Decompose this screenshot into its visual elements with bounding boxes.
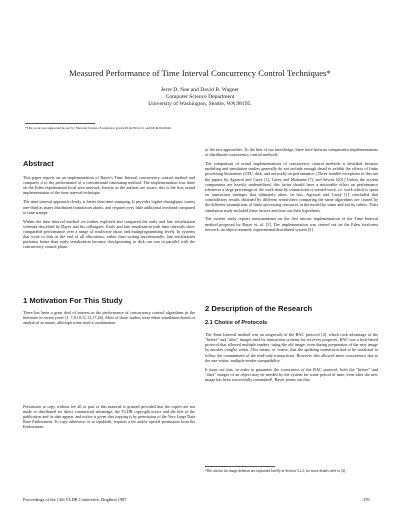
section-1-body (23, 310, 195, 329)
footnote-rule (25, 123, 95, 124)
body-paragraph: of the two approaches. To the best of our knowledge, there have been no comparative implementations of distributed concurrency control methods. (205, 147, 378, 158)
right-column-body (205, 147, 378, 236)
author-names: Jerre D. Noe and David B. Wagner (160, 87, 240, 93)
section-1-paragraph: There has been a great deal of interest in the performance of concurrency control algorithms in the literature in recent years [1, 7,8,10,11,13,17,26]. Most of these studies were either simulation-based or analytical in nature, although some used a combination (23, 310, 195, 326)
section-1-heading: 1 Motivation For This Study (23, 296, 123, 305)
proceedings-footer: Proceedings of the 13th VLDB Conference, Brighton 1987 (23, 497, 127, 502)
funding-footnote-text: *This work was supported in part by National Science Foundation grants DCR-8011111 and DCR-8420040. (25, 126, 172, 130)
funding-footnote (25, 126, 380, 130)
section-2-paragraph: The Time Interval method was an outgrowth of the RAC protocol [4], which took advantage of the "before" and "after" images used by transaction systems for recovery purposes. RAC was a lock-based protocol that allowed multiple readers, using the old image, even during preparation of the new image by another (single) writer. This meant, of course, that the updating transaction had to be serialized to follow the commitment of the read-only transactions. However, this allowed more concurrency due to the one-writer, multiple-reader compatibility. (205, 332, 378, 363)
body-paragraph: The comparison of actual implementations of concurrency control methods is desirable because modeling and simulation studies generally do not include enough detail to exhibit the effects of finite processing limitations (CPU, disk, and network) on performance. [Three notable exceptions to this are the papers by Agrawal and Carey [1], Carey and Muhanna [7], and Sevcik [20].] Unless the system components are heavily underutilized, this factor should have a noticeable effect on performance whenever a large percentage of the work done by transactions is wasted work, i.e. work which is spent on transaction attempts that ultimately abort. In fact, Agrawal and Carey [1] concluded that contradictory results obtained by different researchers comparing the same algorithms are caused by the different assumptions of finite processing resources in the model by some and not by others. Their simulation study included these factors and bore out their hypothesis. (205, 161, 378, 213)
page-number: 359 (363, 497, 370, 502)
section-2-paragraph: It turns out that, in order to guarantee the correctness of the RAC protocol, both the "before" and "after" images of an object may be needed by the system for some period of time, even after the new image has been successfully committed¹. Bayer points out that (205, 366, 378, 383)
footnote-block (205, 466, 378, 473)
copyright-notice: Permission to copy without fee all or part of this material is granted provided that the copies are not made or distributed for direct commercial advantage, the VLDB copyright notice and the title of the publication and its date appear, and notice is given that copying is by permission of the Very Large Data Base Endowment. To copy otherwise, or to republish, requires a fee and/or special permission from the Endowment. (23, 404, 195, 430)
abstract-paragraph: This paper reports on an implementation of Bayer's Time Interval concurrency control method and compares it to the performance of a conventional timestamp method. The implementation was done on the Eden experimental local area network. Insofar as the authors are aware, this is the first actual implementation of the time interval technique. (23, 175, 195, 196)
section-2-body (205, 332, 378, 386)
author-department: Computer Science Department (165, 93, 235, 100)
abstract-body (23, 175, 195, 253)
author-university: University of Washington, Seattle, WA 98195. (148, 100, 252, 107)
author-block (0, 87, 400, 108)
abstract-paragraph: Within the time interval method we further explored and compared the early and late serialization schemes described by Bayer and his colleagues. Early and late serialization with time intervals show comparable performance over a range of read/write ratios and multiprogramming levels. In systems that write to disk at the end of all allocations, rather than writing incrementally, late serialization performs better than early serialization because checkpointing to disk can run in parallel with the concurrency control phase. (23, 218, 195, 250)
abstract-paragraph: The time interval approach clearly is better than time stamping. It provides higher throughput, causes one-third as many distributed transaction aborts, and requires very little additional overhead compared to time stamps. (23, 199, 195, 215)
subsection-2-1-heading: 2.1 Choice of Protocols (205, 320, 268, 326)
body-paragraph: The current study reports measurements on the first known implementation of the Time Interval method proposed by Bayer et. al. [3]. The implementation was carried out on the Eden local-area network, an object-oriented, experimental distributed system [2]. (205, 216, 378, 232)
image-deletion-footnote: ¹The criteria for image deletion are explained briefly in Section 3.2.2; for more details refer to [4]. (205, 469, 347, 473)
abstract-heading: Abstract (23, 159, 54, 168)
section-2-heading: 2 Description of the Research (205, 304, 313, 313)
footnote-rule (205, 466, 275, 467)
paper-title: Measured Performance of Time Interval Concurrency Control Techniques* (69, 68, 331, 78)
